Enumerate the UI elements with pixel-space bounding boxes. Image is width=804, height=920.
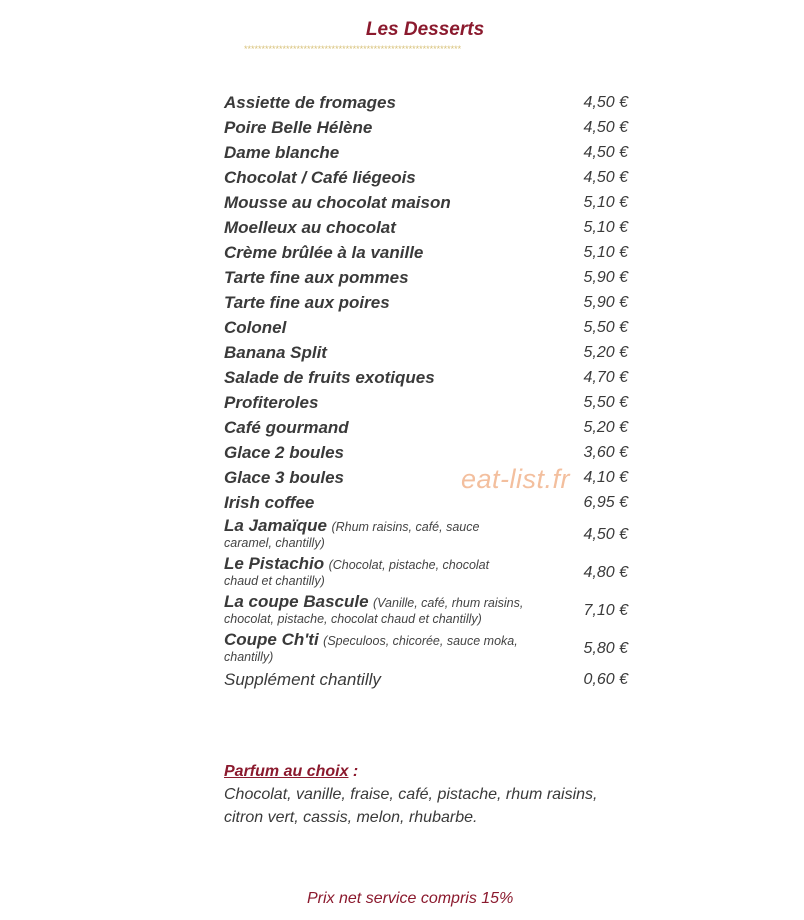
menu-item-described (224, 552, 628, 591)
item-price: 4,50 € (583, 93, 628, 111)
watermark-text: eat-list.fr (461, 464, 571, 494)
item-price: 5,80 € (583, 639, 628, 657)
parfum-list: Chocolat, vanille, fraise, café, pistache, rhum raisins, citron vert, cassis, melon, rhubarbe. (224, 786, 598, 826)
item-description-block (224, 518, 524, 551)
item-name: La Jamaïque (224, 516, 327, 535)
item-price: 5,90 € (583, 293, 628, 311)
item-price: 4,80 € (583, 563, 628, 581)
menu-item (224, 140, 628, 165)
menu-item-described (224, 590, 628, 629)
item-price: 5,10 € (583, 243, 628, 261)
item-price: 7,10 € (583, 601, 628, 619)
item-name: Assiette de fromages (224, 92, 396, 112)
menu-item (224, 365, 628, 390)
item-description-block (224, 632, 524, 665)
item-name: Salade de fruits exotiques (224, 367, 435, 387)
item-name: Glace 3 boules (224, 467, 344, 487)
supplement-item (224, 667, 628, 692)
menu-item (224, 440, 628, 465)
menu-item (224, 90, 628, 115)
item-name: Profiteroles (224, 392, 319, 412)
parfum-heading: Parfum au choix (224, 763, 349, 780)
item-name: Chocolat / Café liégeois (224, 167, 416, 187)
menu-item (224, 240, 628, 265)
item-price: 3,60 € (583, 443, 628, 461)
menu-item (224, 215, 628, 240)
item-description-block (224, 594, 524, 627)
item-name: Dame blanche (224, 142, 340, 162)
item-price: 5,90 € (583, 268, 628, 286)
item-price: 5,10 € (583, 193, 628, 211)
item-name: Tarte fine aux pommes (224, 267, 409, 287)
item-name: Irish coffee (224, 492, 315, 512)
item-price: 4,50 € (583, 118, 628, 136)
item-price: 5,10 € (583, 218, 628, 236)
item-name: Poire Belle Hélène (224, 117, 373, 137)
menu-item (224, 265, 628, 290)
item-detail: (Vanille, café, rhum raisins, chocolat, pistache, chocolat chaud et chantilly) (224, 596, 524, 626)
menu-item (224, 190, 628, 215)
menu-item-described (224, 514, 628, 553)
item-name: La coupe Bascule (224, 592, 369, 611)
item-price: 4,50 € (583, 525, 628, 543)
footer-note: Prix net service compris 15% (307, 890, 514, 907)
menu-item (224, 290, 628, 315)
item-name: Coupe Ch'ti (224, 630, 319, 649)
item-detail: (Speculoos, chicorée, sauce moka, chantilly) (224, 634, 518, 664)
item-price: 5,20 € (583, 418, 628, 436)
menu-item (224, 315, 628, 340)
item-price: 4,50 € (583, 143, 628, 161)
parfum-section (224, 760, 604, 829)
menu-item (224, 415, 628, 440)
item-price: 5,20 € (583, 343, 628, 361)
item-description-block (224, 556, 524, 589)
item-price: 4,10 € (583, 468, 628, 486)
menu-item (224, 165, 628, 190)
menu-item (224, 340, 628, 365)
item-name: Crème brûlée à la vanille (224, 242, 424, 262)
item-name: Tarte fine aux poires (224, 292, 390, 312)
item-name: Moelleux au chocolat (224, 217, 396, 237)
item-name: Le Pistachio (224, 554, 325, 573)
item-detail: (Rhum raisins, café, sauce caramel, chantilly) (224, 520, 480, 550)
parfum-colon: : (348, 763, 359, 780)
item-price: 4,50 € (583, 168, 628, 186)
page-title: Les Desserts (365, 19, 485, 40)
item-price: 5,50 € (583, 393, 628, 411)
menu-item (224, 115, 628, 140)
item-price: 4,70 € (583, 368, 628, 386)
dessert-menu (224, 90, 628, 692)
item-name: Supplément chantilly (224, 669, 381, 689)
item-price: 6,95 € (583, 493, 628, 511)
item-price: 0,60 € (583, 670, 628, 688)
menu-item (224, 390, 628, 415)
item-name: Banana Split (224, 342, 327, 362)
decorative-star-divider: ************************************************************** (244, 44, 462, 54)
item-name: Café gourmand (224, 417, 349, 437)
menu-item-described (224, 628, 628, 667)
item-name: Glace 2 boules (224, 442, 344, 462)
item-price: 5,50 € (583, 318, 628, 336)
item-name: Colonel (224, 317, 287, 337)
item-name: Mousse au chocolat maison (224, 192, 451, 212)
item-detail: (Chocolat, pistache, chocolat chaud et chantilly) (224, 558, 490, 588)
